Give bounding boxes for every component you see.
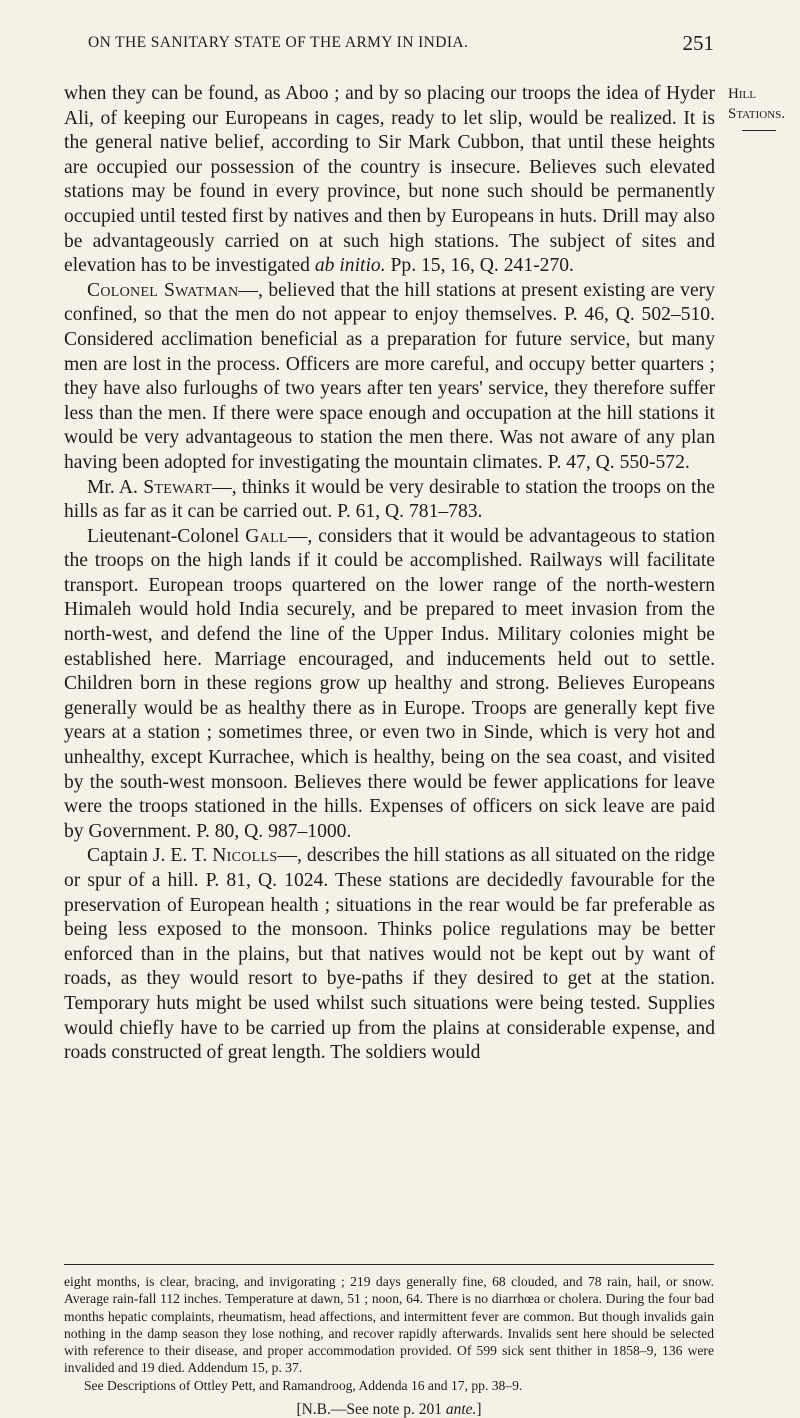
footnote-nb-suffix: ]	[476, 1401, 482, 1418]
paragraph-nicolls	[64, 844, 715, 1065]
marginal-note-line1: Hill	[728, 86, 756, 102]
paragraph-swatman	[64, 279, 715, 476]
witness-title-nicolls: Captain J. E. T.	[87, 845, 213, 867]
paragraph-stewart	[64, 476, 715, 525]
witness-name-gall: Gall	[245, 525, 288, 547]
paragraph-gall-text: —, considers that it would be advantageous to station the troops on the high lands if it could be accomplished. Railways will facilitate transport. European troops quartered on the lower range of the north-western Himaleh would hold India securely, and be prepared to meet invasion from the north-west, and defend the line of the Upper Indus. Military colonies might be established here. Marriage encouraged, and inducements held out to settle. Children born in these regions grow up healthy and strong. Believes Europeans generally would be as healthy there as in Europe. Troops are generally kept five years at a station ; sometimes three, or even two in Sinde, which is very hot and unhealthy, except Kurrachee, which is healthy, being on the sea coast, and visited by the south-west monsoon. Believes there would be fewer applications for leave were the troops stationed in the hills. Expenses of officers on sick leave are paid by Government. P. 80, Q. 987–1000.	[64, 525, 716, 842]
marginal-rule	[742, 130, 776, 131]
running-head-title: ON THE SANITARY STATE OF THE ARMY IN INDIA.	[88, 34, 469, 51]
paragraph-continued-italic: ab initio.	[314, 255, 386, 277]
witness-name-swatman: Colonel Swatman	[87, 279, 239, 301]
marginal-note-line2: Stations.	[728, 106, 786, 122]
footnote-see-also: See Descriptions of Ottley Pett, and Ramandroog, Addenda 16 and 17, pp. 38–9.	[84, 1377, 523, 1393]
footnote-paragraph: eight months, is clear, bracing, and invigorating ; 219 days generally fine, 68 clouded, and 78 rain, hail, or snow. Average rain-fall 112 inches. Temperature at dawn, 51 ; noon, 64. There is no diarrhœa or cholera. During the four bad months hepatic complaints, rheumatism, head affections, and intermittent fever are common. But though invalids gain nothing in the damp season they lose nothing, and recover rapidly afterwards. Invalids sent here should be selected with reference to their disease, and proper accommodation provided. Of 599 sick sent thither in 1858–9, 136 were invalided and 19 died. Addendum 15, p. 37.	[64, 1274, 714, 1376]
paragraph-nicolls-text: —, describes the hill stations as all situated on the ridge or spur of a hill. P. 81, Q. 1024. These stations are decidedly favourable for the preservation of European health ; situations in the rear would be far preferable as being less exposed to the monsoon. Thinks police regulations may be better enforced than in the plains, but that natives would not be kept out by want of roads, as they would resort to bye-paths if they desired to get at the station. Temporary huts might be used whilst such situations were being tested. Supplies would chiefly have to be carried up from the plains at considerable expense, and roads constructed of great length. The soldiers would	[64, 845, 715, 1064]
footnote-nb-prefix: [N.B.—See note p. 201	[296, 1401, 446, 1418]
paragraph-gall	[64, 525, 715, 845]
footnote-nb-italic: ante.	[445, 1401, 477, 1418]
main-text	[64, 82, 715, 1066]
witness-title-stewart: Mr. A.	[87, 476, 144, 498]
footnote	[64, 1273, 714, 1418]
marginal-note	[728, 84, 798, 131]
witness-name-nicolls: Nicolls	[212, 845, 278, 867]
paragraph-continued-tail: Pp. 15, 16, Q. 241-270.	[385, 255, 574, 277]
paragraph-continued	[64, 82, 715, 279]
paragraph-stewart-text: —, thinks it would be very desirable to station the troops on the hills as far as it can be carried out. P. 61, Q. 781–783.	[64, 476, 715, 523]
page-number: 251	[682, 31, 714, 55]
witness-name-stewart: Stewart	[143, 476, 213, 498]
paragraph-continued-text: when they can be found, as Aboo ; and by so placing our troops the idea of Hyder Ali, of keeping our Europeans in cages, ready to let slip, would be realized. It is the general native belief, according to Sir Mark Cubbon, that until these heights are occupied our possession of the country is insecure. Believes such elevated stations may be found in every province, but none such should be permanently occupied until tested first by natives and then by Europeans in huts. Drill may also be advantageously carried on at such high stations. The subject of sites and elevation has to be investigated	[64, 83, 715, 277]
footnote-nb	[64, 1401, 714, 1418]
witness-title-gall: Lieutenant-Colonel	[87, 525, 246, 547]
footnote-rule	[64, 1264, 714, 1265]
paragraph-swatman-text: —, believed that the hill stations at present existing are very confined, so that the men do not appear to enjoy themselves. P. 46, Q. 502–510. Considered acclimation beneficial as a preparation for future service, but many men are lost in the process. Officers are more careful, and occupy better quarters ; they have also furloughs of two years after ten years' service, they therefore suffer less than the men. If there were space enough and occupation at the hill stations it would be very advantageous to station the men there. Was not aware of any plan having been adopted for investigating the mountain climates. P. 47, Q. 550-572.	[64, 279, 715, 473]
